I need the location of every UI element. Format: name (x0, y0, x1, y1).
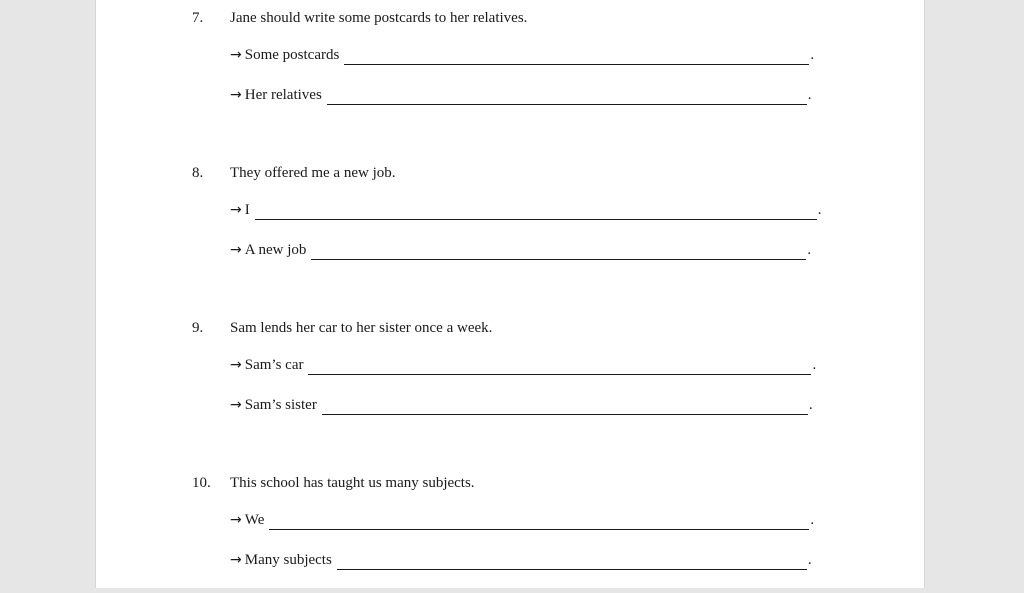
answer-end-period: . (807, 87, 812, 103)
answer-end-period: . (807, 552, 812, 568)
answer-end-period: . (810, 512, 815, 528)
answer-blank[interactable] (327, 89, 807, 105)
answer-line (230, 85, 812, 105)
answer-blank[interactable] (308, 359, 811, 375)
answer-end-period: . (810, 47, 815, 63)
answer-prompt: I (244, 202, 250, 218)
question-8 (96, 163, 926, 283)
answer-line (230, 45, 814, 65)
arrow-icon: → (230, 552, 242, 568)
question-line (192, 163, 396, 183)
answer-blank[interactable] (337, 554, 807, 570)
document-page (95, 0, 925, 588)
question-sentence: They offered me a new job. (230, 165, 396, 181)
answer-line (230, 355, 816, 375)
answer-prompt: Sam’s sister (244, 397, 317, 413)
answer-blank[interactable] (322, 399, 808, 415)
answer-blank[interactable] (269, 514, 809, 530)
answer-prompt: Her relatives (244, 87, 322, 103)
answer-blank[interactable] (311, 244, 806, 260)
answer-prompt: Many subjects (244, 552, 332, 568)
answer-line (230, 550, 812, 570)
answer-end-period: . (812, 357, 817, 373)
answer-blank[interactable] (344, 49, 809, 65)
arrow-icon: → (230, 242, 242, 258)
question-10 (96, 473, 926, 593)
arrow-icon: → (230, 87, 242, 103)
question-line (192, 318, 492, 338)
question-9 (96, 318, 926, 438)
answer-blank[interactable] (255, 204, 817, 220)
answer-prompt: A new job (244, 242, 307, 258)
arrow-icon: → (230, 202, 242, 218)
arrow-icon: → (230, 512, 242, 528)
answer-prompt: Sam’s car (244, 357, 304, 373)
answer-prompt: We (244, 512, 265, 528)
question-line (192, 8, 527, 28)
question-line (192, 473, 475, 493)
answer-line (230, 510, 814, 530)
answer-end-period: . (808, 397, 813, 413)
question-number: 9. (192, 320, 204, 336)
answer-line (230, 240, 811, 260)
arrow-icon: → (230, 47, 242, 63)
question-number: 10. (192, 475, 211, 491)
arrow-icon: → (230, 397, 242, 413)
question-7 (96, 8, 926, 128)
answer-prompt: Some postcards (244, 47, 340, 63)
question-sentence: This school has taught us many subjects. (230, 475, 475, 491)
answer-end-period: . (807, 242, 812, 258)
answer-line (230, 395, 813, 415)
question-number: 7. (192, 10, 204, 26)
question-sentence: Sam lends her car to her sister once a week. (230, 320, 493, 336)
answer-end-period: . (817, 202, 822, 218)
question-number: 8. (192, 165, 204, 181)
arrow-icon: → (230, 357, 242, 373)
question-sentence: Jane should write some postcards to her relatives. (230, 10, 528, 26)
answer-line (230, 200, 821, 220)
